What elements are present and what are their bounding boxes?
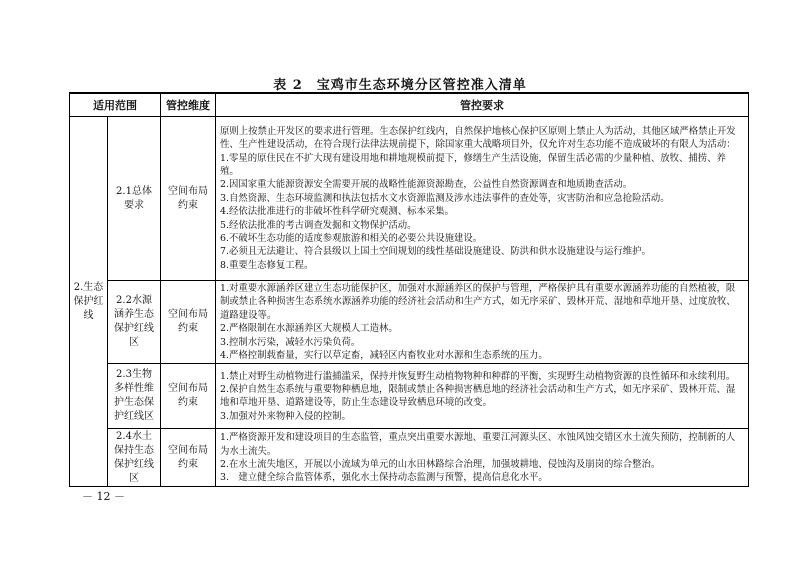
- dimension-cell: 空间布局约束: [161, 117, 216, 281]
- dimension-cell: 空间布局约束: [161, 281, 216, 364]
- table-title: 表 2 宝鸡市生态环境分区管控准入清单: [273, 78, 527, 93]
- requirements-cell: [216, 281, 749, 364]
- requirement-line: 1.零星的原住民在不扩大现有建设用地和耕地规模前提下，修缮生产生活设施，保留生活必需的少量种植、放牧、捕捞、养殖。: [220, 152, 726, 177]
- requirement-line: 5.经依法批准的考古调查发掘和文物保护活动。: [220, 219, 417, 231]
- subcategory-cell: 2.2水源涵养生态保护红线区: [108, 281, 161, 364]
- page-number: － 12 －: [82, 490, 125, 503]
- requirement-line: 3.控制水污染，减轻水污染负荷。: [220, 336, 361, 348]
- requirement-line: 原则上按禁止开发区的要求进行管理。生态保护红线内，自然保护地核心保护区原则上禁止人为活动，其他区域严格禁止开发性、生产性建设活动，在符合现行法律法规前提下，除国家重大战略项目外，仅允许对生态功能不造成破坏的有限人为活动：: [220, 125, 736, 151]
- dimension-cell: 空间布局约束: [161, 364, 216, 429]
- requirement-line: 2.因国家重大能源资源安全需要开展的战略性能源资源勘查，公益性自然资源调查和地质勘查活动。: [220, 179, 633, 191]
- table-row: [70, 117, 749, 281]
- table-row: [70, 281, 749, 364]
- requirement-line: 4.经依法批准进行的非破坏性科学研究观测、标本采集。: [220, 206, 454, 218]
- requirement-line: 3. 建立健全综合监管体系，强化水土保持动态监测与预警，提高信息化水平。: [220, 472, 548, 484]
- subcategory-cell: 2.4水土保持生态保护红线区: [108, 429, 161, 487]
- header-scope: 适用范围: [70, 93, 161, 117]
- subcategory-cell: 2.3生物多样性维护生态保护红线区: [108, 364, 161, 429]
- table-row: [70, 429, 749, 487]
- requirement-line: 2.保护自然生态系统与重要物种栖息地，限制或禁止各种损害栖息地的经济社会活动和生产方式，如无序采矿、毁林开荒、湿地和草地开垦、道路建设等，防止生态建设导致栖息环境的改变。: [220, 384, 736, 409]
- requirement-line: 8.重要生态修复工程。: [220, 259, 314, 271]
- category-cell: 2.生态保护红线: [70, 117, 108, 487]
- requirements-cell: [216, 364, 749, 429]
- subcategory-cell: 2.1总体要求: [108, 117, 161, 281]
- requirement-line: 3.自然资源、生态环境监测和执法包括水文水资源监测及涉水违法事件的查处等，灾害防治和应急抢险活动。: [220, 192, 670, 204]
- requirement-line: 7.必须且无法避让、符合县级以上国土空间规划的线性基础设施建设、防洪和供水设施建设与运行维护。: [220, 246, 651, 258]
- table-row: [70, 364, 749, 429]
- requirements-cell: [216, 429, 749, 487]
- control-table: [69, 92, 749, 487]
- requirement-line: 2.严格限制在水源涵养区大规模人工造林。: [220, 323, 398, 335]
- requirement-line: 4.严格控制载畜量，实行以草定畜，减轻区内畜牧业对水源和生态系统的压力。: [220, 350, 548, 362]
- header-requirements: 管控要求: [216, 93, 749, 117]
- header-dimension: 管控维度: [161, 93, 216, 117]
- requirements-cell: [216, 117, 749, 281]
- requirement-line: 2.在水土流失地区，开展以小流域为单元的山水田林路综合治理，加强坡耕地、侵蚀沟及崩岗的综合整治。: [220, 458, 661, 470]
- requirement-line: 6.不破坏生态功能的适度参观旅游和相关的必要公共设施建设。: [220, 233, 483, 245]
- requirement-line: 3.加强对外来物种入侵的控制。: [220, 410, 351, 422]
- requirement-line: 1.禁止对野生动植物进行滥捕滥采，保持并恢复野生动植物物种和种群的平衡，实现野生动植物资源的良性循环和永续利用。: [220, 370, 736, 382]
- header-row: [70, 93, 749, 117]
- requirement-line: 1.严格资源开发和建设项目的生态监管，重点突出重要水源地、重要江河源头区、水蚀风蚀交错区水土流失预防，控制新的人为水土流失。: [220, 432, 736, 457]
- requirement-line: 1.对重要水源涵养区建立生态功能保护区，加强对水源涵养区的保护与管理，严格保护具有重要水源涵养功能的自然植被，限制或禁止各种损害生态系统水源涵养功能的经济社会活动和生产方式，如无序采矿、毁林开荒、湿地和草地开垦、过度放牧、道路建设等。: [220, 283, 736, 321]
- dimension-cell: 空间布局约束: [161, 429, 216, 487]
